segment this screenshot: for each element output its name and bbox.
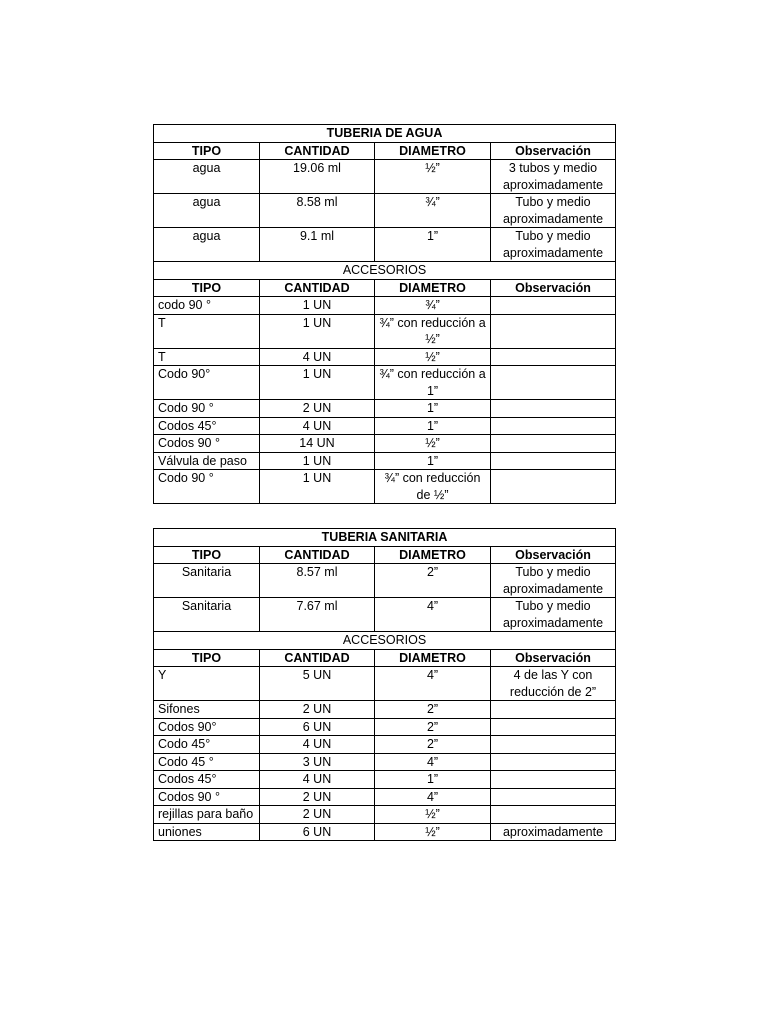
- table-cell: Codos 90 °: [154, 788, 260, 806]
- table-cell: codo 90 °: [154, 297, 260, 315]
- column-header: DIAMETRO: [375, 546, 491, 564]
- column-header: Observación: [491, 546, 616, 564]
- table-cell: [491, 314, 616, 348]
- table-cell: 9.1 ml: [260, 228, 375, 262]
- table-cell: Sanitaria: [154, 598, 260, 632]
- section-title-row: [154, 529, 616, 547]
- table-cell: Sanitaria: [154, 564, 260, 598]
- table-cell: 4”: [375, 788, 491, 806]
- table-cell: Codo 45°: [154, 736, 260, 754]
- table-cell: [491, 366, 616, 400]
- table-cell: Y: [154, 667, 260, 701]
- table-cell: [491, 701, 616, 719]
- table-cell: 6 UN: [260, 718, 375, 736]
- table-cell: Codos 90°: [154, 718, 260, 736]
- accessories-title: ACCESORIOS: [154, 262, 616, 280]
- table-cell: T: [154, 314, 260, 348]
- table-cell: 3 tubos y medio aproximadamente: [491, 160, 616, 194]
- table-cell: Válvula de paso: [154, 452, 260, 470]
- table-cell: [491, 771, 616, 789]
- accessory-row: [154, 314, 616, 348]
- table-cell: [491, 400, 616, 418]
- table-cell: Codo 90 °: [154, 400, 260, 418]
- table-cell: ½”: [375, 160, 491, 194]
- table-cell: Codos 45°: [154, 771, 260, 789]
- table-row: [154, 194, 616, 228]
- table-cell: 1 UN: [260, 314, 375, 348]
- header-row: [154, 546, 616, 564]
- accessory-row: [154, 667, 616, 701]
- table-cell: 1”: [375, 452, 491, 470]
- accessories-title-row: [154, 262, 616, 280]
- table-cell: agua: [154, 160, 260, 194]
- header-row: [154, 142, 616, 160]
- table-cell: [491, 753, 616, 771]
- table-cell: agua: [154, 194, 260, 228]
- table-cell: 2 UN: [260, 806, 375, 824]
- table-cell: 19.06 ml: [260, 160, 375, 194]
- column-header: TIPO: [154, 649, 260, 667]
- table-cell: Codo 90 °: [154, 470, 260, 504]
- table-cell: uniones: [154, 823, 260, 841]
- table-cell: [491, 718, 616, 736]
- table-cell: 4”: [375, 598, 491, 632]
- table-cell: ½”: [375, 348, 491, 366]
- table-cell: 8.57 ml: [260, 564, 375, 598]
- table-cell: Tubo y medio aproximadamente: [491, 228, 616, 262]
- accessories-header-row: [154, 279, 616, 297]
- accessory-row: [154, 788, 616, 806]
- table-cell: 4 UN: [260, 771, 375, 789]
- column-header: Observación: [491, 279, 616, 297]
- accessory-row: [154, 806, 616, 824]
- accessory-row: [154, 771, 616, 789]
- section-title: TUBERIA SANITARIA: [154, 529, 616, 547]
- column-header: TIPO: [154, 142, 260, 160]
- accessory-row: [154, 718, 616, 736]
- accessories-title-row: [154, 632, 616, 650]
- table-cell: Codos 45°: [154, 417, 260, 435]
- table-cell: [491, 806, 616, 824]
- table-cell: 4 UN: [260, 348, 375, 366]
- table-cell: [491, 470, 616, 504]
- table-cell: 2 UN: [260, 400, 375, 418]
- table-cell: T: [154, 348, 260, 366]
- table-cell: Tubo y medio aproximadamente: [491, 598, 616, 632]
- column-header: TIPO: [154, 546, 260, 564]
- table-cell: rejillas para baño: [154, 806, 260, 824]
- table-cell: 4 de las Y con reducción de 2”: [491, 667, 616, 701]
- table-cell: 1 UN: [260, 452, 375, 470]
- accessory-row: [154, 470, 616, 504]
- section-title-row: [154, 125, 616, 143]
- table-cell: ½”: [375, 435, 491, 453]
- table-cell: agua: [154, 228, 260, 262]
- table-cell: 1”: [375, 400, 491, 418]
- table-cell: aproximadamente: [491, 823, 616, 841]
- column-header: CANTIDAD: [260, 546, 375, 564]
- column-header: DIAMETRO: [375, 279, 491, 297]
- column-header: DIAMETRO: [375, 649, 491, 667]
- table-cell: [491, 452, 616, 470]
- table-cell: 2 UN: [260, 701, 375, 719]
- accessory-row: [154, 435, 616, 453]
- table-cell: [491, 348, 616, 366]
- accessories-title: ACCESORIOS: [154, 632, 616, 650]
- table-cell: 1 UN: [260, 470, 375, 504]
- accessory-row: [154, 701, 616, 719]
- table-cell: 7.67 ml: [260, 598, 375, 632]
- table-cell: 1 UN: [260, 366, 375, 400]
- table-cell: [491, 435, 616, 453]
- table-cell: 6 UN: [260, 823, 375, 841]
- column-header: DIAMETRO: [375, 142, 491, 160]
- column-header: Observación: [491, 649, 616, 667]
- accessory-row: [154, 823, 616, 841]
- table-cell: Codos 90 °: [154, 435, 260, 453]
- table-cell: ½”: [375, 823, 491, 841]
- accessory-row: [154, 297, 616, 315]
- column-header: CANTIDAD: [260, 649, 375, 667]
- table-cell: 1”: [375, 771, 491, 789]
- table-cell: 1”: [375, 417, 491, 435]
- table-cell: 2”: [375, 718, 491, 736]
- table-cell: 4 UN: [260, 736, 375, 754]
- column-header: CANTIDAD: [260, 142, 375, 160]
- table-row: [154, 228, 616, 262]
- table-cell: 4 UN: [260, 417, 375, 435]
- table-cell: 4”: [375, 667, 491, 701]
- table-cell: [491, 788, 616, 806]
- table-cell: ¾” con reducción a 1”: [375, 366, 491, 400]
- table-cell: 4”: [375, 753, 491, 771]
- table-cell: 2”: [375, 564, 491, 598]
- table-cell: 3 UN: [260, 753, 375, 771]
- table-cell: 2”: [375, 736, 491, 754]
- table-row: [154, 598, 616, 632]
- accessory-row: [154, 753, 616, 771]
- table-cell: ¾” con reducción de ½”: [375, 470, 491, 504]
- table-cell: 14 UN: [260, 435, 375, 453]
- table-row: [154, 160, 616, 194]
- column-header: Observación: [491, 142, 616, 160]
- table-cell: Tubo y medio aproximadamente: [491, 194, 616, 228]
- table-cell: Tubo y medio aproximadamente: [491, 564, 616, 598]
- table-cell: Codo 90°: [154, 366, 260, 400]
- table-cell: [491, 736, 616, 754]
- accessories-header-row: [154, 649, 616, 667]
- table-cell: ¾”: [375, 297, 491, 315]
- table-cell: [491, 297, 616, 315]
- table-cell: 2 UN: [260, 788, 375, 806]
- accessory-row: [154, 366, 616, 400]
- table-cell: [491, 417, 616, 435]
- table-cell: Sifones: [154, 701, 260, 719]
- table-cell: ½”: [375, 806, 491, 824]
- accessory-row: [154, 736, 616, 754]
- accessory-row: [154, 417, 616, 435]
- table-cell: ¾”: [375, 194, 491, 228]
- table-cell: ¾” con reducción a ½”: [375, 314, 491, 348]
- table-row: [154, 564, 616, 598]
- table-cell: 8.58 ml: [260, 194, 375, 228]
- table-cell: 2”: [375, 701, 491, 719]
- table-cell: 1 UN: [260, 297, 375, 315]
- accessory-row: [154, 400, 616, 418]
- table-cell: Codo 45 °: [154, 753, 260, 771]
- tuberia-agua-table: [153, 124, 616, 504]
- table-cell: 1”: [375, 228, 491, 262]
- accessory-row: [154, 348, 616, 366]
- column-header: TIPO: [154, 279, 260, 297]
- table-cell: 5 UN: [260, 667, 375, 701]
- accessory-row: [154, 452, 616, 470]
- section-title: TUBERIA DE AGUA: [154, 125, 616, 143]
- tuberia-sanitaria-table: [153, 528, 616, 841]
- column-header: CANTIDAD: [260, 279, 375, 297]
